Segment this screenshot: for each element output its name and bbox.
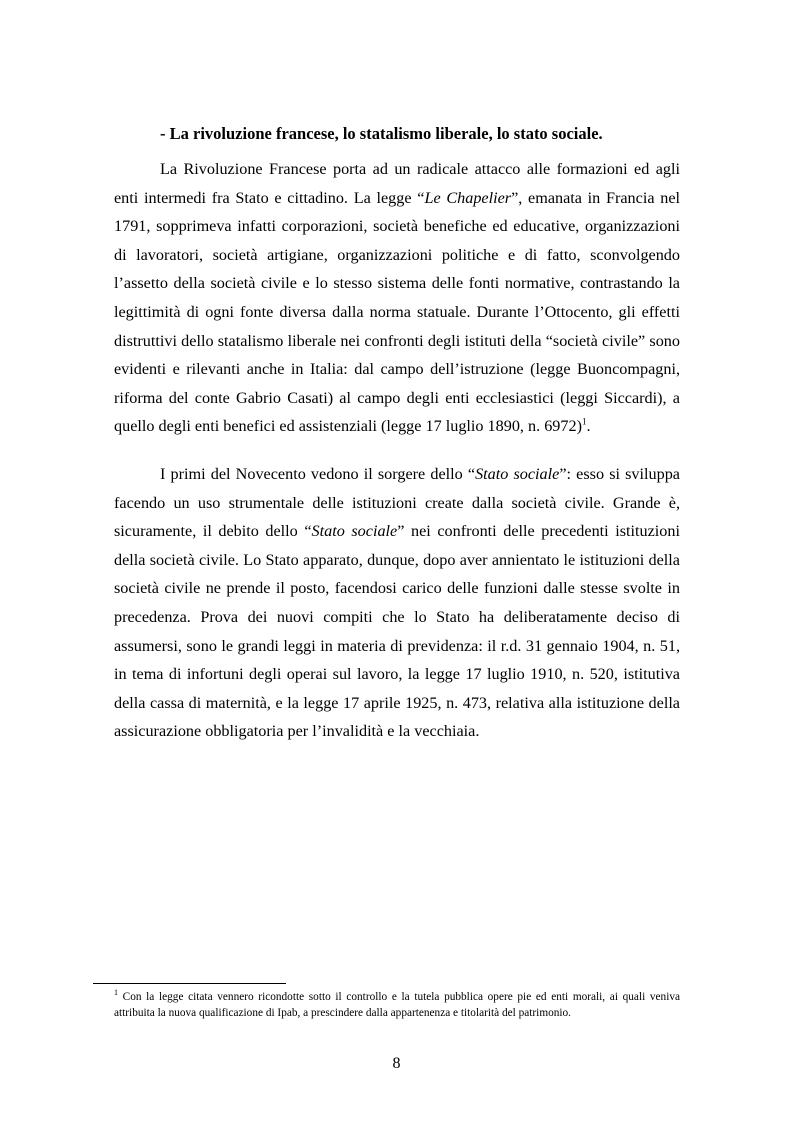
section-heading: - La rivoluzione francese, lo statalismo liberale, lo stato sociale. <box>160 124 603 143</box>
paragraph-stato-sociale <box>114 460 680 746</box>
paragraph-text: ”: esso si sviluppa facendo un uso strumentale delle istituzioni create dalla società civile. Grande è, sicuramente, il debito dello “ <box>114 465 680 541</box>
paragraph-text: ”, emanata in Francia nel 1791, sopprimeva infatti corporazioni, società benefiche ed educative, organizzazioni di lavoratori, società artigiane, organizzazioni politiche e di fatto, sconvolgendo l’assetto della società civile e lo stesso sistema delle fonti normative, contrastando la legittimità di ogni fonte diversa dalla norma statuale. Durante l’Ottocento, gli effetti distruttivi dello statalismo liberale nei confronti degli istituti della “società civile” sono evidenti e rilevanti anche in Italia: dal campo dell’istruzione (legge Buoncompagni, riforma del conte Gabrio Casati) al campo degli enti ecclesiastici (leggi Siccardi), a quello degli enti benefici ed assistenziali (legge 17 luglio 1890, n. 6972) <box>114 188 681 436</box>
paragraph-text: . <box>586 417 591 436</box>
footnote-reference: 1 <box>581 416 587 427</box>
footnote-text: Con la legge citata vennero ricondotte sotto il controllo e la tutela pubblica opere pie ed enti morali, ai quali veniva attribuita la nuova qualificazione di Ipab, a prescindere dalla appartenenza e titolarità del patrimonio. <box>114 991 680 1019</box>
footnote-number: 1 <box>114 988 118 998</box>
italic-term: Stato sociale <box>311 522 398 541</box>
italic-term: Stato sociale <box>475 465 560 483</box>
paragraph-revolution <box>114 155 680 441</box>
paragraph-text: ” nei confronti delle precedenti istituzioni della società civile. Lo Stato apparato, dunque, dopo aver annientato le istituzioni della società civile ne prende il posto, facendosi carico delle funzioni dalle stesse svolte in precedenza. Prova dei nuovi compiti che lo Stato ha deliberatamente deciso di assumersi, sono le grandi leggi in materia di previdenza: il r.d. 31 gennaio 1904, n. 51, in tema di infortuni degli operai sul lavoro, la legge 17 luglio 1910, n. 520, istitutiva della cassa di maternità, e la legge 17 aprile 1925, n. 473, relativa alla istituzione della assicurazione obbligatoria per l’invalidità e la vecchiaia. <box>114 522 680 741</box>
paragraph-text: I primi del Novecento vedono il sorgere dello “ <box>160 465 476 483</box>
footnote-separator <box>93 983 286 984</box>
page-number: 8 <box>392 1055 401 1072</box>
paragraph-text: La Rivoluzione Francese porta ad un radicale attacco alle formazioni ed agli enti intermedi fra Stato e cittadino. La legge “ <box>114 160 680 207</box>
footnote <box>114 990 680 1021</box>
italic-law-name: Le Chapelier <box>424 188 512 207</box>
